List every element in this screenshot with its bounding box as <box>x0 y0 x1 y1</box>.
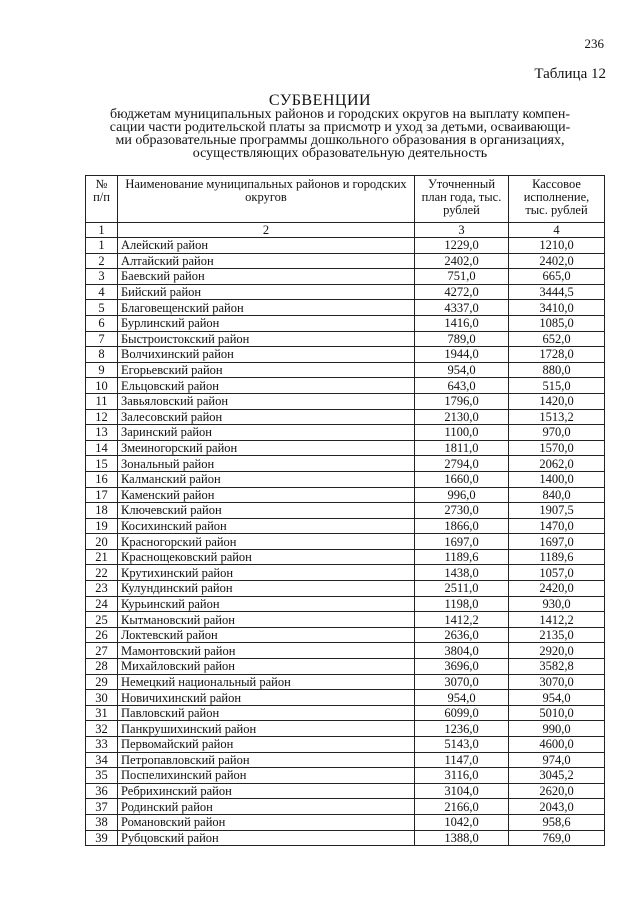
table-row <box>86 721 605 737</box>
table-header-row <box>86 176 605 223</box>
row-number-cell: 26 <box>86 627 118 643</box>
column-number: 2 <box>118 223 415 238</box>
plan-value-cell: 3804,0 <box>415 643 509 659</box>
district-name-cell: Кулундинский район <box>118 581 415 597</box>
table-row <box>86 799 605 815</box>
row-number-cell: 30 <box>86 690 118 706</box>
table-row <box>86 752 605 768</box>
table-row <box>86 440 605 456</box>
district-name-cell: Быстроистокский район <box>118 331 415 347</box>
district-name-cell: Алтайский район <box>118 253 415 269</box>
table-row <box>86 393 605 409</box>
table-row <box>86 659 605 675</box>
table-row <box>86 768 605 784</box>
district-name-cell: Бийский район <box>118 284 415 300</box>
table-row <box>86 471 605 487</box>
row-number-cell: 24 <box>86 596 118 612</box>
execution-value-cell: 1189,6 <box>509 549 605 565</box>
row-number-cell: 1 <box>86 238 118 254</box>
row-number-cell: 23 <box>86 581 118 597</box>
plan-value-cell: 643,0 <box>415 378 509 394</box>
table-row <box>86 409 605 425</box>
row-number-cell: 5 <box>86 300 118 316</box>
row-number-cell: 37 <box>86 799 118 815</box>
execution-value-cell: 665,0 <box>509 269 605 285</box>
table-row <box>86 534 605 550</box>
execution-value-cell: 3070,0 <box>509 674 605 690</box>
plan-value-cell: 3104,0 <box>415 783 509 799</box>
execution-value-cell: 769,0 <box>509 830 605 846</box>
table-row <box>86 284 605 300</box>
table-row <box>86 378 605 394</box>
plan-value-cell: 1660,0 <box>415 471 509 487</box>
table-row <box>86 300 605 316</box>
subtitle-line: ми образовательные программы дошкольного образования в организациях, <box>115 133 565 148</box>
plan-value-cell: 4337,0 <box>415 300 509 316</box>
plan-value-cell: 1229,0 <box>415 238 509 254</box>
document-title: СУБВЕНЦИИ <box>268 92 372 109</box>
table-row <box>86 269 605 285</box>
row-number-cell: 28 <box>86 659 118 675</box>
document-subtitle <box>80 108 600 160</box>
plan-value-cell: 996,0 <box>415 487 509 503</box>
district-name-cell: Курьинский район <box>118 596 415 612</box>
subtitle-line: бюджетам муниципальных районов и городских округов на выплату компен- <box>109 107 571 122</box>
column-number: 3 <box>415 223 509 238</box>
table-row <box>86 783 605 799</box>
row-number-cell: 18 <box>86 503 118 519</box>
row-number-cell: 14 <box>86 440 118 456</box>
row-number-cell: 8 <box>86 347 118 363</box>
table-body <box>86 238 605 846</box>
row-number-cell: 29 <box>86 674 118 690</box>
execution-value-cell: 1420,0 <box>509 393 605 409</box>
district-name-cell: Поспелихинский район <box>118 768 415 784</box>
table-row <box>86 705 605 721</box>
plan-value-cell: 1697,0 <box>415 534 509 550</box>
subsidies-table <box>85 175 605 846</box>
plan-value-cell: 2130,0 <box>415 409 509 425</box>
table-label: Таблица 12 <box>534 66 606 82</box>
district-name-cell: Панкрушихинский район <box>118 721 415 737</box>
plan-value-cell: 1189,6 <box>415 549 509 565</box>
column-numbers-row <box>86 223 605 238</box>
row-number-cell: 32 <box>86 721 118 737</box>
table-row <box>86 347 605 363</box>
row-number-cell: 15 <box>86 456 118 472</box>
execution-value-cell: 1697,0 <box>509 534 605 550</box>
execution-value-cell: 2920,0 <box>509 643 605 659</box>
row-number-cell: 7 <box>86 331 118 347</box>
row-number-cell: 21 <box>86 549 118 565</box>
execution-value-cell: 1085,0 <box>509 315 605 331</box>
district-name-cell: Петропавловский район <box>118 752 415 768</box>
district-name-cell: Немецкий национальный район <box>118 674 415 690</box>
district-name-cell: Залесовский район <box>118 409 415 425</box>
execution-value-cell: 2062,0 <box>509 456 605 472</box>
execution-value-cell: 3444,5 <box>509 284 605 300</box>
plan-value-cell: 1236,0 <box>415 721 509 737</box>
row-number-cell: 10 <box>86 378 118 394</box>
row-number-cell: 27 <box>86 643 118 659</box>
district-name-cell: Зональный район <box>118 456 415 472</box>
table-row <box>86 503 605 519</box>
table-row <box>86 425 605 441</box>
district-name-cell: Кытмановский район <box>118 612 415 628</box>
table-row <box>86 362 605 378</box>
execution-value-cell: 2620,0 <box>509 783 605 799</box>
plan-value-cell: 5143,0 <box>415 737 509 753</box>
plan-value-cell: 751,0 <box>415 269 509 285</box>
district-name-cell: Рубцовский район <box>118 830 415 846</box>
table-row <box>86 612 605 628</box>
plan-value-cell: 3070,0 <box>415 674 509 690</box>
district-name-cell: Бурлинский район <box>118 315 415 331</box>
execution-value-cell: 1210,0 <box>509 238 605 254</box>
plan-value-cell: 1416,0 <box>415 315 509 331</box>
table-row <box>86 581 605 597</box>
district-name-cell: Красногорский район <box>118 534 415 550</box>
row-number-cell: 36 <box>86 783 118 799</box>
header-plan: Уточненный план года, тыс. рублей <box>415 176 509 223</box>
plan-value-cell: 1100,0 <box>415 425 509 441</box>
row-number-cell: 4 <box>86 284 118 300</box>
execution-value-cell: 1470,0 <box>509 518 605 534</box>
page-number: 236 <box>584 36 604 51</box>
district-name-cell: Змеиногорский район <box>118 440 415 456</box>
execution-value-cell: 954,0 <box>509 690 605 706</box>
row-number-cell: 39 <box>86 830 118 846</box>
plan-value-cell: 1811,0 <box>415 440 509 456</box>
plan-value-cell: 6099,0 <box>415 705 509 721</box>
plan-value-cell: 1412,2 <box>415 612 509 628</box>
table-row <box>86 737 605 753</box>
execution-value-cell: 4600,0 <box>509 737 605 753</box>
table-row <box>86 674 605 690</box>
subtitle-line: осуществляющих образовательную деятельность <box>192 146 488 161</box>
row-number-cell: 25 <box>86 612 118 628</box>
row-number-cell: 33 <box>86 737 118 753</box>
plan-value-cell: 2511,0 <box>415 581 509 597</box>
header-execution: Кассовое исполнение, тыс. рублей <box>509 176 605 223</box>
district-name-cell: Михайловский район <box>118 659 415 675</box>
execution-value-cell: 1400,0 <box>509 471 605 487</box>
district-name-cell: Мамонтовский район <box>118 643 415 659</box>
plan-value-cell: 2402,0 <box>415 253 509 269</box>
district-name-cell: Калманский район <box>118 471 415 487</box>
table-row <box>86 690 605 706</box>
district-name-cell: Благовещенский район <box>118 300 415 316</box>
district-name-cell: Ребрихинский район <box>118 783 415 799</box>
plan-value-cell: 1438,0 <box>415 565 509 581</box>
row-number-cell: 3 <box>86 269 118 285</box>
table-row <box>86 830 605 846</box>
execution-value-cell: 990,0 <box>509 721 605 737</box>
plan-value-cell: 4272,0 <box>415 284 509 300</box>
execution-value-cell: 880,0 <box>509 362 605 378</box>
table-row <box>86 456 605 472</box>
plan-value-cell: 2794,0 <box>415 456 509 472</box>
row-number-cell: 19 <box>86 518 118 534</box>
header-number: № п/п <box>86 176 118 223</box>
table-row <box>86 238 605 254</box>
plan-value-cell: 1796,0 <box>415 393 509 409</box>
row-number-cell: 20 <box>86 534 118 550</box>
row-number-cell: 2 <box>86 253 118 269</box>
district-name-cell: Баевский район <box>118 269 415 285</box>
plan-value-cell: 2166,0 <box>415 799 509 815</box>
district-name-cell: Заринский район <box>118 425 415 441</box>
district-name-cell: Косихинский район <box>118 518 415 534</box>
district-name-cell: Павловский район <box>118 705 415 721</box>
district-name-cell: Завьяловский район <box>118 393 415 409</box>
execution-value-cell: 652,0 <box>509 331 605 347</box>
plan-value-cell: 1042,0 <box>415 814 509 830</box>
execution-value-cell: 1570,0 <box>509 440 605 456</box>
column-number: 1 <box>86 223 118 238</box>
execution-value-cell: 515,0 <box>509 378 605 394</box>
district-name-cell: Егорьевский район <box>118 362 415 378</box>
district-name-cell: Крутихинский район <box>118 565 415 581</box>
plan-value-cell: 1388,0 <box>415 830 509 846</box>
plan-value-cell: 1866,0 <box>415 518 509 534</box>
execution-value-cell: 2135,0 <box>509 627 605 643</box>
table-row <box>86 315 605 331</box>
row-number-cell: 12 <box>86 409 118 425</box>
header-district-name: Наименование муниципальных районов и городских округов <box>118 176 415 223</box>
row-number-cell: 6 <box>86 315 118 331</box>
execution-value-cell: 1057,0 <box>509 565 605 581</box>
row-number-cell: 22 <box>86 565 118 581</box>
table-row <box>86 549 605 565</box>
row-number-cell: 16 <box>86 471 118 487</box>
plan-value-cell: 789,0 <box>415 331 509 347</box>
execution-value-cell: 970,0 <box>509 425 605 441</box>
plan-value-cell: 954,0 <box>415 690 509 706</box>
plan-value-cell: 3116,0 <box>415 768 509 784</box>
table-row <box>86 487 605 503</box>
district-name-cell: Первомайский район <box>118 737 415 753</box>
execution-value-cell: 958,6 <box>509 814 605 830</box>
plan-value-cell: 954,0 <box>415 362 509 378</box>
execution-value-cell: 2420,0 <box>509 581 605 597</box>
row-number-cell: 35 <box>86 768 118 784</box>
plan-value-cell: 3696,0 <box>415 659 509 675</box>
district-name-cell: Новичихинский район <box>118 690 415 706</box>
execution-value-cell: 1907,5 <box>509 503 605 519</box>
execution-value-cell: 3582,8 <box>509 659 605 675</box>
execution-value-cell: 5010,0 <box>509 705 605 721</box>
execution-value-cell: 2043,0 <box>509 799 605 815</box>
table-row <box>86 627 605 643</box>
execution-value-cell: 1412,2 <box>509 612 605 628</box>
row-number-cell: 9 <box>86 362 118 378</box>
plan-value-cell: 1198,0 <box>415 596 509 612</box>
plan-value-cell: 2730,0 <box>415 503 509 519</box>
district-name-cell: Краснощековский район <box>118 549 415 565</box>
district-name-cell: Волчихинский район <box>118 347 415 363</box>
table-row <box>86 331 605 347</box>
execution-value-cell: 3045,2 <box>509 768 605 784</box>
plan-value-cell: 2636,0 <box>415 627 509 643</box>
district-name-cell: Каменский район <box>118 487 415 503</box>
row-number-cell: 17 <box>86 487 118 503</box>
row-number-cell: 31 <box>86 705 118 721</box>
row-number-cell: 13 <box>86 425 118 441</box>
district-name-cell: Родинский район <box>118 799 415 815</box>
table-row <box>86 565 605 581</box>
column-number: 4 <box>509 223 605 238</box>
district-name-cell: Алейский район <box>118 238 415 254</box>
table-row <box>86 253 605 269</box>
execution-value-cell: 3410,0 <box>509 300 605 316</box>
plan-value-cell: 1147,0 <box>415 752 509 768</box>
execution-value-cell: 1513,2 <box>509 409 605 425</box>
district-name-cell: Романовский район <box>118 814 415 830</box>
subtitle-line: сации части родительской платы за присмотр и уход за детьми, осваивающи- <box>109 120 571 135</box>
district-name-cell: Локтевский район <box>118 627 415 643</box>
execution-value-cell: 930,0 <box>509 596 605 612</box>
table-row <box>86 814 605 830</box>
execution-value-cell: 2402,0 <box>509 253 605 269</box>
execution-value-cell: 974,0 <box>509 752 605 768</box>
district-name-cell: Ключевский район <box>118 503 415 519</box>
table-row <box>86 518 605 534</box>
execution-value-cell: 840,0 <box>509 487 605 503</box>
table-row <box>86 596 605 612</box>
execution-value-cell: 1728,0 <box>509 347 605 363</box>
row-number-cell: 11 <box>86 393 118 409</box>
row-number-cell: 34 <box>86 752 118 768</box>
row-number-cell: 38 <box>86 814 118 830</box>
district-name-cell: Ельцовский район <box>118 378 415 394</box>
table-row <box>86 643 605 659</box>
plan-value-cell: 1944,0 <box>415 347 509 363</box>
